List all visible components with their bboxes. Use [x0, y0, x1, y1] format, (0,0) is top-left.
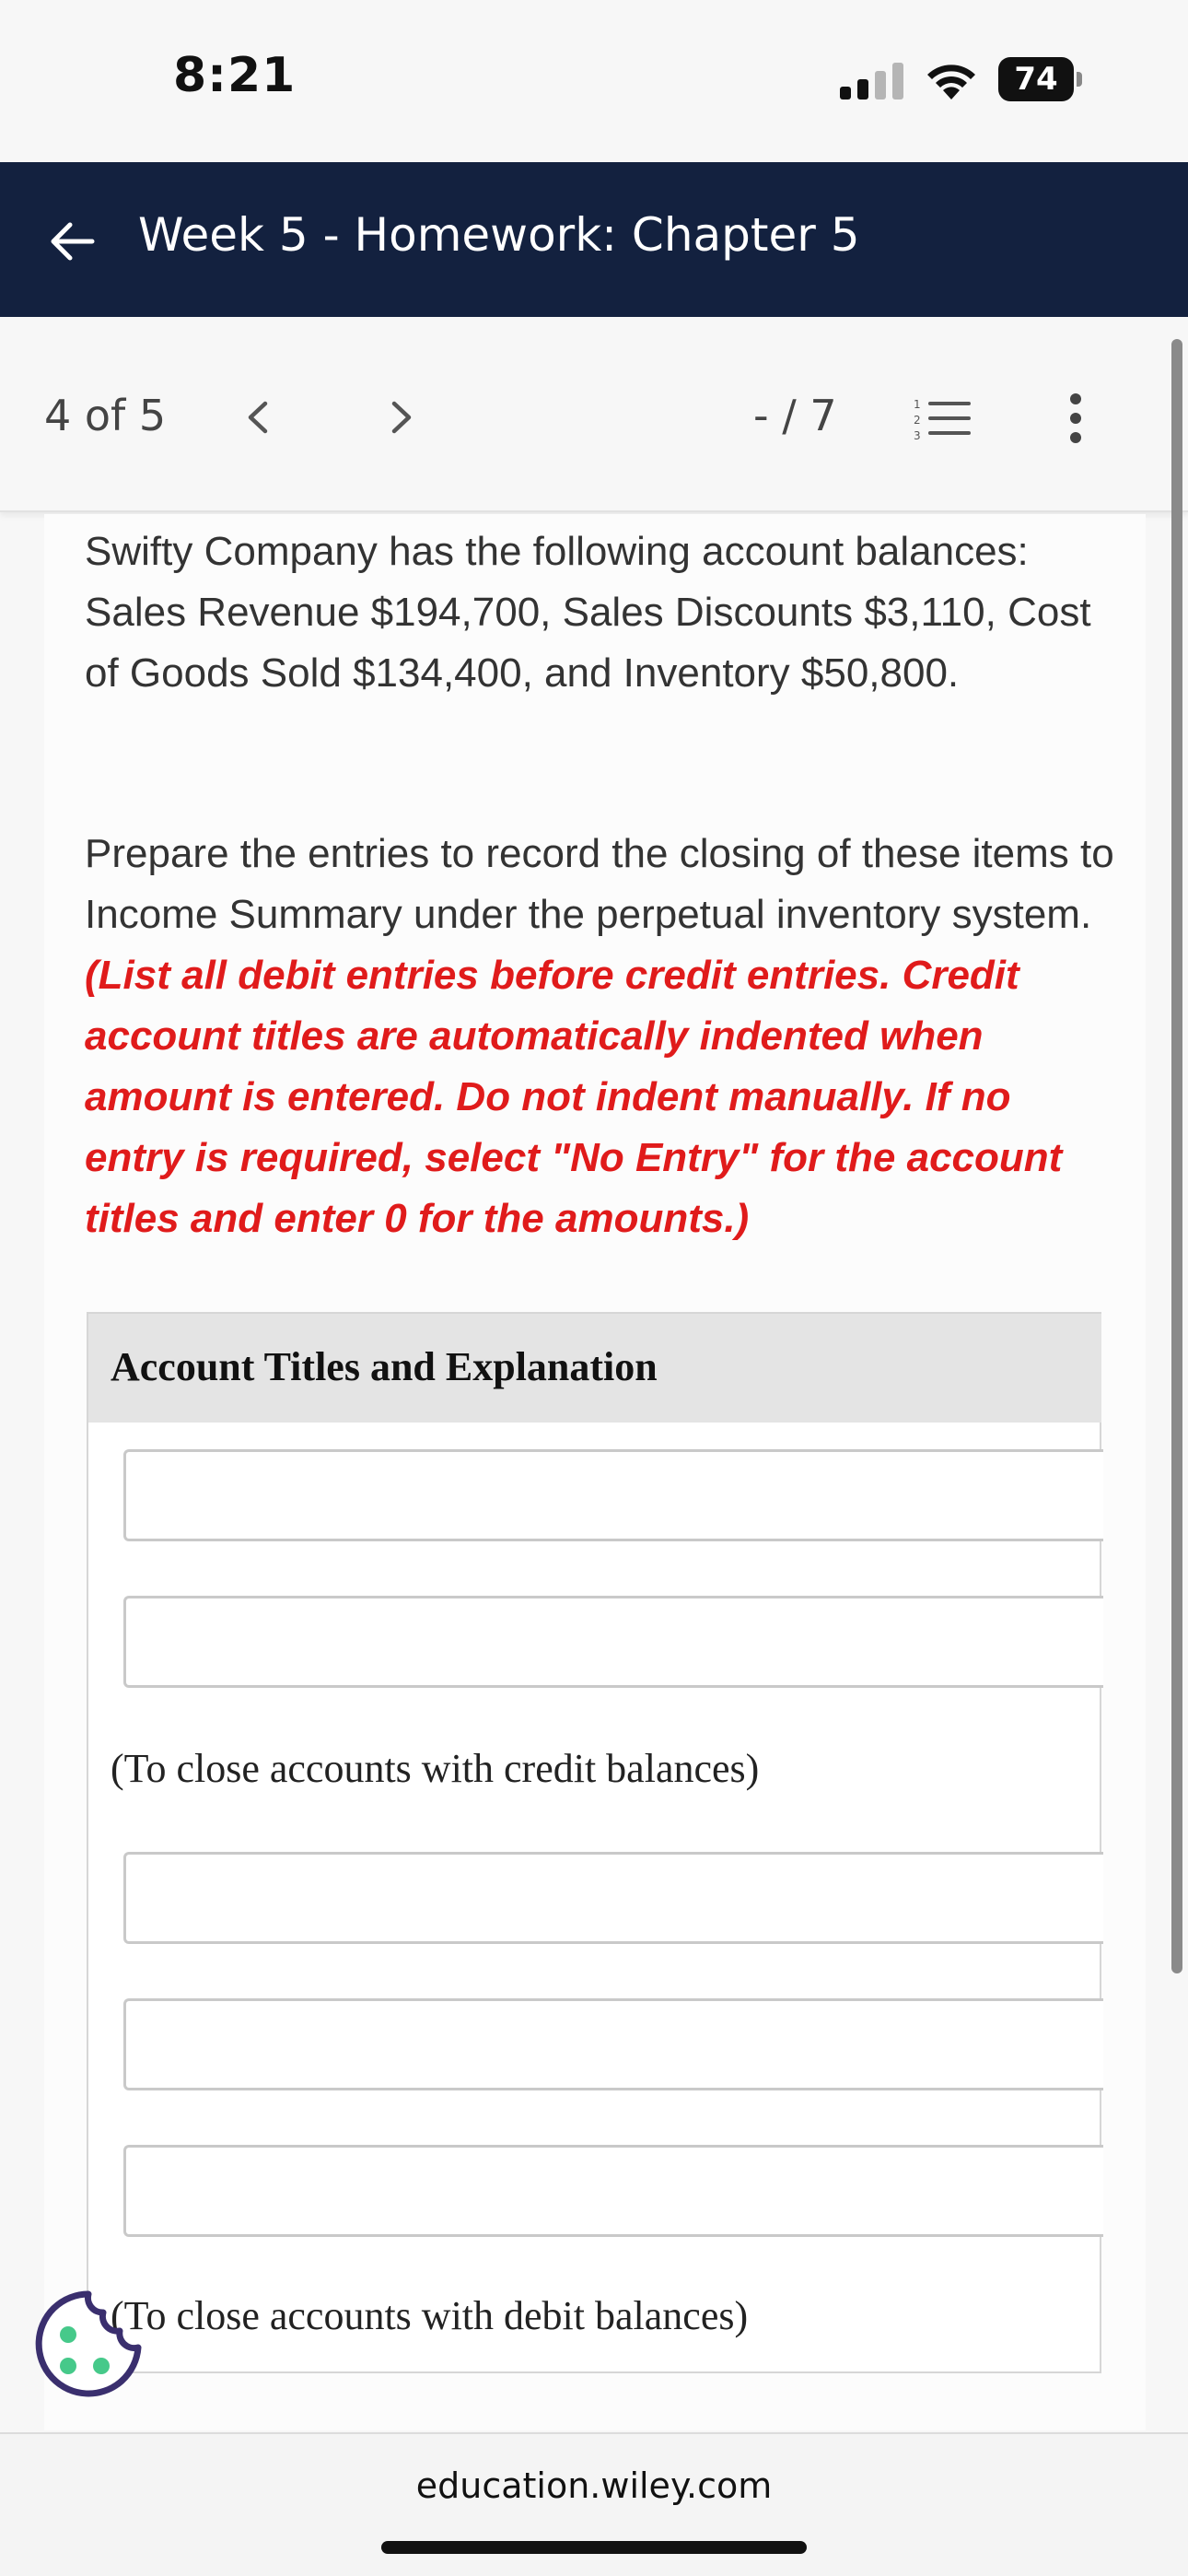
page-title: Week 5 - Homework: Chapter 5	[138, 208, 860, 262]
svg-text:2: 2	[914, 414, 921, 427]
previous-question-icon[interactable]	[241, 394, 274, 440]
question-position: 4 of 5	[44, 391, 167, 440]
wifi-icon	[925, 59, 978, 100]
instructions	[85, 824, 1116, 1249]
cellular-signal-icon	[840, 63, 904, 100]
numbered-list-icon[interactable]	[914, 396, 973, 440]
instructions-text: Prepare the entries to record the closing of these items to Income Summary under the perpetual inventory system.	[85, 831, 1114, 937]
entry-explanation-credit: (To close accounts with credit balances)	[111, 1746, 760, 1791]
account-title-input[interactable]	[123, 2145, 1103, 2237]
battery-cap	[1077, 72, 1082, 87]
scrollbar[interactable]	[1171, 339, 1182, 1973]
battery-icon	[998, 57, 1081, 101]
entry-explanation-debit: (To close accounts with debit balances)	[111, 2293, 749, 2338]
home-indicator[interactable]	[381, 2541, 807, 2554]
svg-text:3: 3	[914, 429, 921, 440]
battery-level: 74	[998, 57, 1074, 101]
status-time: 8:21	[173, 48, 297, 103]
more-options-icon[interactable]	[1065, 391, 1087, 446]
column-header-account-titles: Account Titles and Explanation	[111, 1344, 658, 1389]
problem-statement: Swifty Company has the following account balances: Sales Revenue $194,700, Sales Discounts $3,110, Cost of Goods Sold $134,400, and Inventory $50,800.	[85, 529, 1091, 696]
account-title-input[interactable]	[123, 1449, 1103, 1541]
points-score: - / 7	[753, 391, 837, 440]
account-title-input[interactable]	[123, 1852, 1103, 1944]
question-toolbar	[0, 317, 1188, 512]
account-title-input[interactable]	[123, 1596, 1103, 1688]
instructions-hint: (List all debit entries before credit entries. Credit account titles are automatically indented when amount is entered. Do not indent manually. If no entry is required, select "No Entry" for the account titles and enter 0 for the amounts.)	[85, 953, 1063, 1241]
cookie-settings-icon[interactable]	[31, 2287, 146, 2401]
next-question-icon[interactable]	[385, 394, 418, 440]
back-arrow-icon[interactable]	[48, 217, 96, 265]
account-title-input[interactable]	[123, 1998, 1103, 2090]
url-text[interactable]: education.wiley.com	[415, 2465, 773, 2506]
svg-text:1: 1	[914, 398, 921, 411]
